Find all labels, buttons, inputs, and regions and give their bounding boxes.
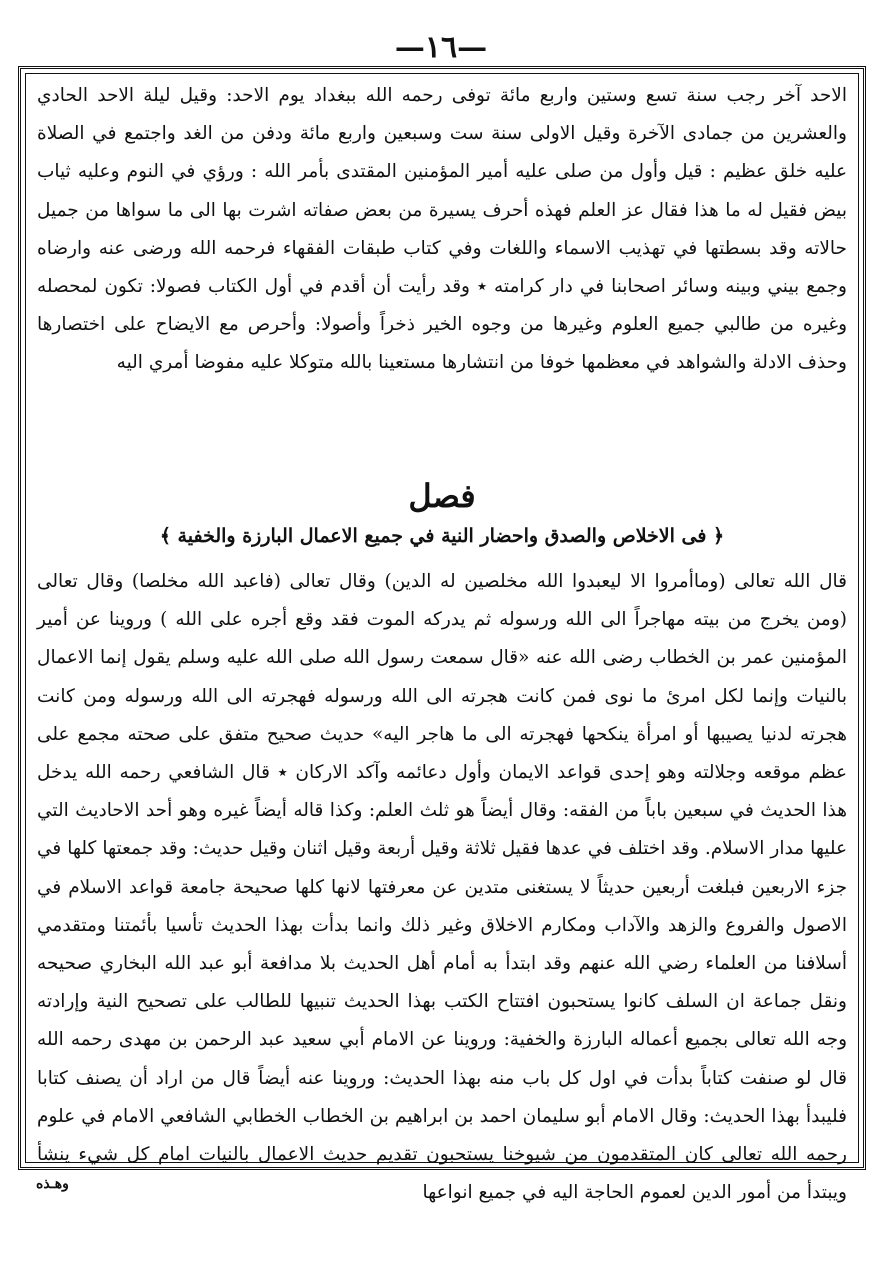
catchword: وهـذه <box>36 1176 69 1192</box>
section-title: فصل <box>408 477 476 515</box>
body-paragraph: قال الله تعالى (وماأمروا الا ليعبدوا الله مخلصين له الدين) وقال تعالى (فاعبد الله مخلصا) وقال تعالى (ومن يخرج من بيته مهاجراً الى الله ورسوله ثم يدركه الموت فقد وقع أجره على الله ) وروينا عن أمير المؤمنين عمر بن الخطاب رضى الله عنه «قال سمعت رسول الله صلى الله عليه وسلم يقول إنما الاعمال بالنيات وإنما لكل امرئ ما نوى فمن كانت هجرته الى الله ورسوله فهجرته الى الله ورسوله ومن كانت هجرته لدنيا يصيبها أو امرأة ينكحها فهجرته الى ما هاجر اليه» حديث صحيح متفق على صحته مجمع على عظم موقعه وجلالته وهو إحدى قواعد الايمان وأول دعائمه وآكد الاركان ٭ قال الشافعي رحمه الله يدخل هذا الحديث في سبعين باباً من الفقه: وقال أيضاً هو ثلث العلم: وكذا قاله أيضاً غيره وهو أحد الاحاديث التي عليها مدار الاسلام. وقد اختلف في عدها فقيل ثلاثة وقيل أربعة وقيل اثنان وقيل حديث: وقد جمعتها كلها في جزء الاربعين فبلغت أربعين حديثاً لا يستغنى متدين عن معرفتها لانها كلها صحيحة جامعة قواعد الاسلام في الاصول والفروع والزهد والآداب ومكارم الاخلاق وغير ذلك وانما بدأت بهذا الحديث تأسيا بأئمتنا ومتقدمي أسلافنا من العلماء رضي الله عنهم وقد ابتدأ به أمام أهل الحديث بلا مدافعة أبو عبد الله البخاري صحيحه ونقل جماعة ان السلف كانوا يستحبون افتتاح الكتب بهذا الحديث تنبيها للطالب على تصحيح النية وإرادته وجه الله تعالى بجميع أعماله البارزة والخفية: وروينا عن الامام أبي سعيد عبد الرحمن بن مهدى رحمه الله قال لو صنفت كتاباً بدأت في اول كل باب منه بهذا الحديث: وروينا عنه أيضاً قال من اراد أن يصنف كتابا فليبدأ بهذا الحديث: وقال الامام أبو سليمان احمد بن ابراهيم بن الخطاب الخطابي الشافعي الامام في علوم رحمه الله تعالى كان المتقدمون من شيوخنا يستحبون تقديم حديث الاعمال بالنيات امام كل شيء ينشأ ويبتدأ من أمور الدين لعموم الحاجة اليه في جميع انواعها <box>37 571 847 1204</box>
intro-paragraph: الاحد آخر رجب سنة تسع وستين واربع مائة توفى رحمه الله ببغداد يوم الاحد: وقيل ليلة الاحد الحادي والعشرين من جمادى الآخرة وقيل الاولى سنة ست وسبعين واربع مائة ودفن من الغد واجتمع في الصلاة عليه خلق عظيم : قيل وأول من صلى عليه أمير المؤمنين المقتدى بأمر الله : ورؤي في النوم وعليه ثياب بيض فقيل له ما هذا فقال عز العلم فهذه أحرف يسيرة من بعض صفاته اشرت بها الى ما سواها من جميل حالاته وقد بسطتها في تهذيب الاسماء واللغات وفي كتاب طبقات الفقهاء فرحمه الله ورضى عنه وارضاه وجمع بيني وبينه وسائر اصحابنا في دار كرامته ٭ وقد رأيت أن أقدم في أول الكتاب فصولا: تكون لمحصله وغيره من طالبي جميع العلوم وغيرها من وجوه الخير ذخراً وأصولا: وأحرص مع الايضاح على اختصارها وحذف الادلة والشواهد في معظمها خوفا من انتشارها مستعينا بالله متوكلا عليه مفوضا أمري اليه <box>37 85 847 374</box>
section-subtitle: ﴿ فى الاخلاص والصدق واحضار النية في جميع الاعمال البارزة والخفية ﴾ <box>159 525 725 547</box>
page-number: —١٦— <box>394 30 488 65</box>
